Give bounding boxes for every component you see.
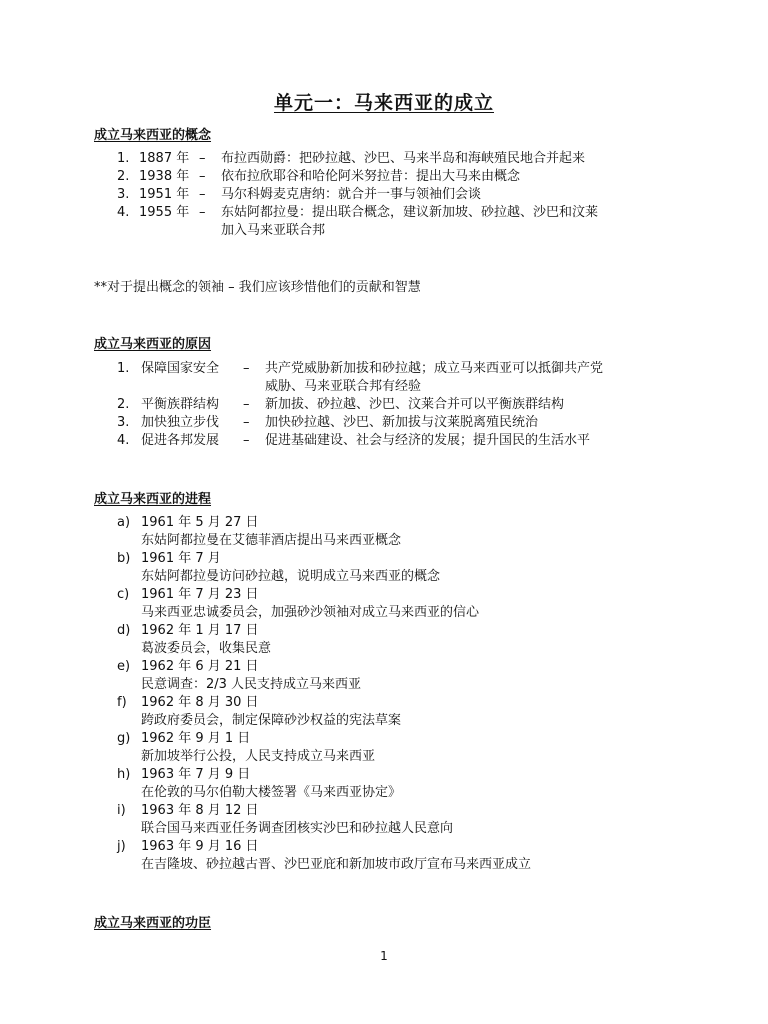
- item-date: 1962 年 8 月 30 日: [141, 695, 259, 710]
- item-description: 葛波委员会，收集民意: [141, 641, 272, 656]
- item-dash: –: [199, 205, 206, 220]
- item-year: 1955 年: [139, 205, 190, 220]
- item-text: 促进基础建设、社会与经济的发展；提升国民的生活水平: [265, 433, 591, 448]
- item-description: 跨政府委员会，制定保障砂沙权益的宪法草案: [141, 713, 402, 728]
- item-date: 1961 年 7 月: [141, 551, 221, 566]
- item-marker: 3.: [117, 187, 130, 202]
- item-description: 东姑阿都拉曼访问砂拉越，说明成立马来西亚的概念: [141, 569, 441, 584]
- item-date: 1961 年 7 月 23 日: [141, 587, 259, 602]
- item-marker: 2.: [117, 397, 130, 412]
- item-marker: f): [117, 695, 127, 710]
- item-text: 依布拉欣耶谷和哈伦阿米努拉昔：提出大马来由概念: [221, 169, 521, 184]
- item-marker: 3.: [117, 415, 130, 430]
- item-text: 东姑阿都拉曼：提出联合概念，建议新加坡、砂拉越、沙巴和汶莱: [221, 205, 599, 220]
- item-description: 马来西亚忠诚委员会，加强砂沙领袖对成立马来西亚的信心: [141, 605, 480, 620]
- item-dash: –: [199, 151, 206, 166]
- item-marker: 1.: [117, 151, 130, 166]
- item-dash: –: [199, 187, 206, 202]
- item-description: 东姑阿都拉曼在艾德菲酒店提出马来西亚概念: [141, 533, 402, 548]
- section-heading-concept: 成立马来西亚的概念: [94, 128, 212, 143]
- item-text: 马尔科姆麦克唐纳：就合并一事与领袖们会谈: [221, 187, 482, 202]
- item-label: 促进各邦发展: [141, 433, 220, 448]
- item-marker: 2.: [117, 169, 130, 184]
- item-marker: 4.: [117, 205, 130, 220]
- item-label: 平衡族群结构: [141, 397, 220, 412]
- item-text-continued: 威胁、马来亚联合邦有经验: [265, 379, 422, 394]
- item-date: 1962 年 6 月 21 日: [141, 659, 259, 674]
- section-heading-process: 成立马来西亚的进程: [94, 492, 212, 507]
- item-marker: 4.: [117, 433, 130, 448]
- item-dash: –: [243, 415, 250, 430]
- item-marker: d): [117, 623, 131, 638]
- item-description: 在吉隆坡、砂拉越古晋、沙巴亚庇和新加坡市政厅宣布马来西亚成立: [141, 857, 532, 872]
- item-text: 布拉西勋爵：把砂拉越、沙巴、马来半岛和海峡殖民地合并起来: [221, 151, 586, 166]
- item-marker: e): [117, 659, 131, 674]
- item-date: 1962 年 1 月 17 日: [141, 623, 259, 638]
- item-date: 1961 年 5 月 27 日: [141, 515, 259, 530]
- item-year: 1887 年: [139, 151, 190, 166]
- item-marker: i): [117, 803, 126, 818]
- item-marker: c): [117, 587, 130, 602]
- item-text: 新加拔、砂拉越、沙巴、汶莱合并可以平衡族群结构: [265, 397, 565, 412]
- item-year: 1938 年: [139, 169, 190, 184]
- item-marker: a): [117, 515, 131, 530]
- item-label: 加快独立步伐: [141, 415, 220, 430]
- item-marker: h): [117, 767, 131, 782]
- item-dash: –: [243, 361, 250, 376]
- note-text: **对于提出概念的领袖 – 我们应该珍惜他们的贡献和智慧: [94, 280, 421, 295]
- item-date: 1962 年 9 月 1 日: [141, 731, 251, 746]
- item-dash: –: [243, 433, 250, 448]
- item-marker: g): [117, 731, 131, 746]
- item-dash: –: [243, 397, 250, 412]
- section-heading-reasons: 成立马来西亚的原因: [94, 337, 212, 352]
- item-date: 1963 年 7 月 9 日: [141, 767, 251, 782]
- item-dash: –: [199, 169, 206, 184]
- item-description: 新加坡举行公投，人民支持成立马来西亚: [141, 749, 376, 764]
- item-text: 加快砂拉越、沙巴、新加拔与汶莱脱离殖民统治: [265, 415, 539, 430]
- item-text-continued: 加入马来亚联合邦: [221, 223, 326, 238]
- item-description: 联合国马来西亚任务调查团核实沙巴和砂拉越人民意向: [141, 821, 454, 836]
- item-marker: 1.: [117, 361, 130, 376]
- item-year: 1951 年: [139, 187, 190, 202]
- item-date: 1963 年 9 月 16 日: [141, 839, 259, 854]
- item-date: 1963 年 8 月 12 日: [141, 803, 259, 818]
- item-description: 民意调查：2/3 人民支持成立马来西亚: [141, 677, 362, 692]
- page-number: 1: [380, 949, 388, 963]
- page-title: 单元一：马来西亚的成立: [273, 92, 494, 114]
- item-label: 保障国家安全: [141, 361, 220, 376]
- section-heading-heroes: 成立马来西亚的功臣: [94, 916, 212, 931]
- item-description: 在伦敦的马尔伯勒大楼签署《马来西亚协定》: [141, 785, 402, 800]
- item-marker: j): [117, 839, 126, 854]
- item-text: 共产党威胁新加拔和砂拉越；成立马来西亚可以抵御共产党: [265, 361, 604, 376]
- item-marker: b): [117, 551, 131, 566]
